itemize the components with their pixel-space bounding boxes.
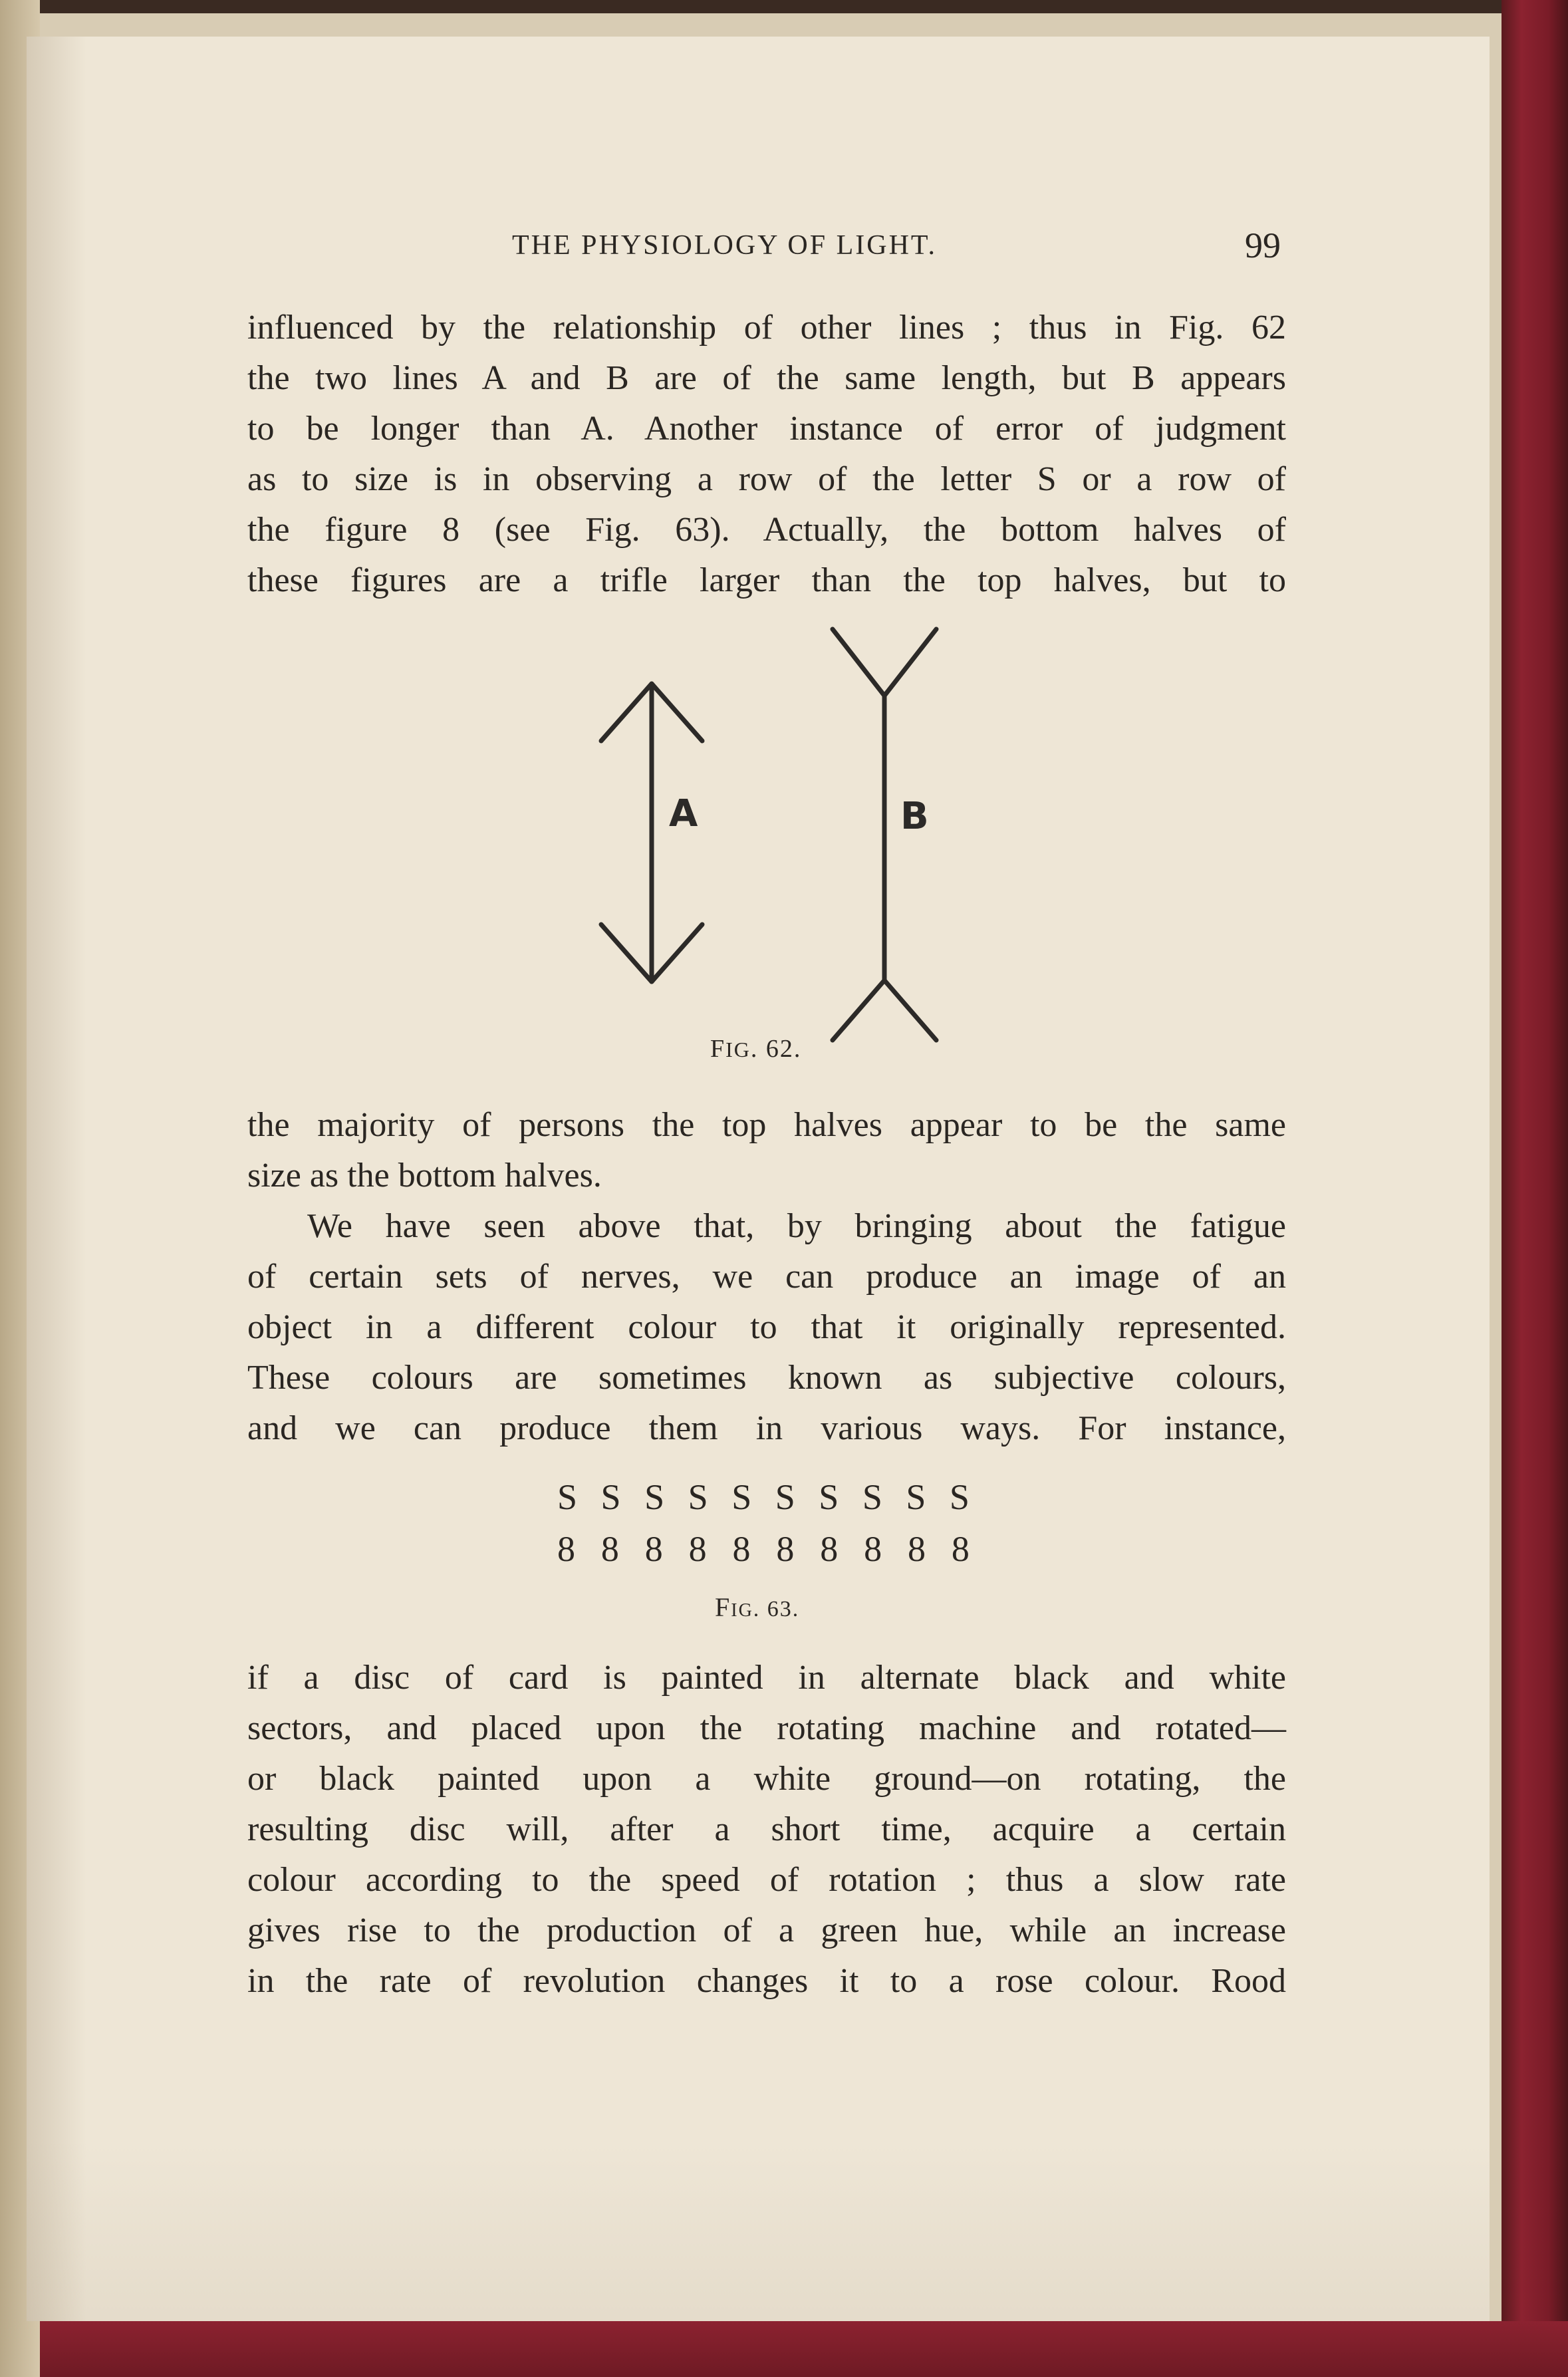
book-cover-bottom-edge bbox=[0, 2321, 1568, 2377]
text-line: resulting disc will, after a short time, acquire a certain bbox=[247, 1810, 1286, 1848]
figure-63-caption bbox=[715, 1592, 799, 1623]
line-b-top-fins bbox=[833, 629, 936, 696]
glyph-8: 8 bbox=[908, 1529, 926, 1569]
text-line: We have seen above that, by bringing about the fatigue bbox=[307, 1207, 1286, 1245]
text-line: size as the bottom halves. bbox=[247, 1157, 602, 1194]
glyph-s: S bbox=[819, 1477, 839, 1517]
text-line: of certain sets of nerves, we can produce an image of an bbox=[247, 1258, 1286, 1296]
glyph-8: 8 bbox=[557, 1529, 575, 1569]
page-number: 99 bbox=[1245, 225, 1281, 265]
glyph-8: 8 bbox=[732, 1529, 751, 1569]
glyph-8: 8 bbox=[600, 1529, 619, 1569]
paragraph-1 bbox=[247, 303, 1286, 606]
figure-63-row-figure-8 bbox=[557, 1528, 970, 1570]
text-line: influenced by the relationship of other lines ; thus in Fig. 62 bbox=[247, 309, 1286, 347]
figure-63-row-letter-s bbox=[557, 1476, 970, 1518]
glyph-8: 8 bbox=[864, 1529, 882, 1569]
glyph-s: S bbox=[775, 1477, 795, 1517]
text-line: the two lines A and B are of the same length, but B appears bbox=[247, 359, 1286, 397]
caption-number: . 62. bbox=[750, 1035, 802, 1063]
glyph-8: 8 bbox=[820, 1529, 839, 1569]
glyph-s: S bbox=[862, 1477, 882, 1517]
paragraph-3 bbox=[247, 1201, 1286, 1454]
text-line: these figures are a trifle larger than the top halves, but to bbox=[247, 561, 1286, 599]
text-line: and we can produce them in various ways. For instance, bbox=[247, 1409, 1286, 1447]
text-line: These colours are sometimes known as subjective colours, bbox=[247, 1359, 1286, 1397]
glyph-s: S bbox=[949, 1477, 970, 1517]
caption-smallcaps: IG bbox=[725, 1038, 751, 1061]
book-cover-right-edge bbox=[1502, 0, 1568, 2377]
text-line: to be longer than A. Another instance of error of judgment bbox=[247, 410, 1286, 448]
glyph-8: 8 bbox=[776, 1529, 795, 1569]
caption-number: . 63. bbox=[753, 1597, 800, 1621]
running-title: THE PHYSIOLOGY OF LIGHT. bbox=[512, 230, 937, 261]
text-line: sectors, and placed upon the rotating machine and rotated— bbox=[247, 1709, 1286, 1747]
glyph-8: 8 bbox=[688, 1529, 707, 1569]
glyph-8: 8 bbox=[644, 1529, 663, 1569]
glyph-s: S bbox=[688, 1477, 708, 1517]
text-line: or black painted upon a white ground—on rotating, the bbox=[247, 1760, 1286, 1798]
line-b-bottom-fins bbox=[833, 980, 936, 1040]
glyph-8: 8 bbox=[951, 1529, 970, 1569]
figure-62-caption bbox=[710, 1034, 801, 1063]
text-line: in the rate of revolution changes it to a rose colour. Rood bbox=[247, 1962, 1286, 2000]
text-line: colour according to the speed of rotation ; thus a slow rate bbox=[247, 1861, 1286, 1899]
caption-prefix: F bbox=[710, 1035, 726, 1063]
caption-smallcaps: IG bbox=[731, 1600, 753, 1621]
figure-62-illustration bbox=[572, 619, 944, 1057]
text-line: gives rise to the production of a green hue, while an increase bbox=[247, 1911, 1286, 1949]
paragraph-2 bbox=[247, 1100, 1286, 1201]
glyph-s: S bbox=[731, 1477, 752, 1517]
caption-prefix: F bbox=[715, 1592, 731, 1622]
paragraph-4 bbox=[247, 1653, 1286, 2007]
glyph-s: S bbox=[600, 1477, 621, 1517]
text-line: the figure 8 (see Fig. 63). Actually, the bottom halves of bbox=[247, 511, 1286, 549]
label-b: B bbox=[900, 795, 929, 838]
glyph-s: S bbox=[906, 1477, 926, 1517]
text-line: as to size is in observing a row of the letter S or a row of bbox=[247, 460, 1286, 498]
label-a: A bbox=[669, 792, 698, 835]
text-line: if a disc of card is painted in alternate black and white bbox=[247, 1659, 1286, 1697]
glyph-s: S bbox=[557, 1477, 578, 1517]
text-line: the majority of persons the top halves appear to be the same bbox=[247, 1106, 1286, 1144]
text-line: object in a different colour to that it originally represented. bbox=[247, 1308, 1286, 1346]
glyph-s: S bbox=[644, 1477, 665, 1517]
